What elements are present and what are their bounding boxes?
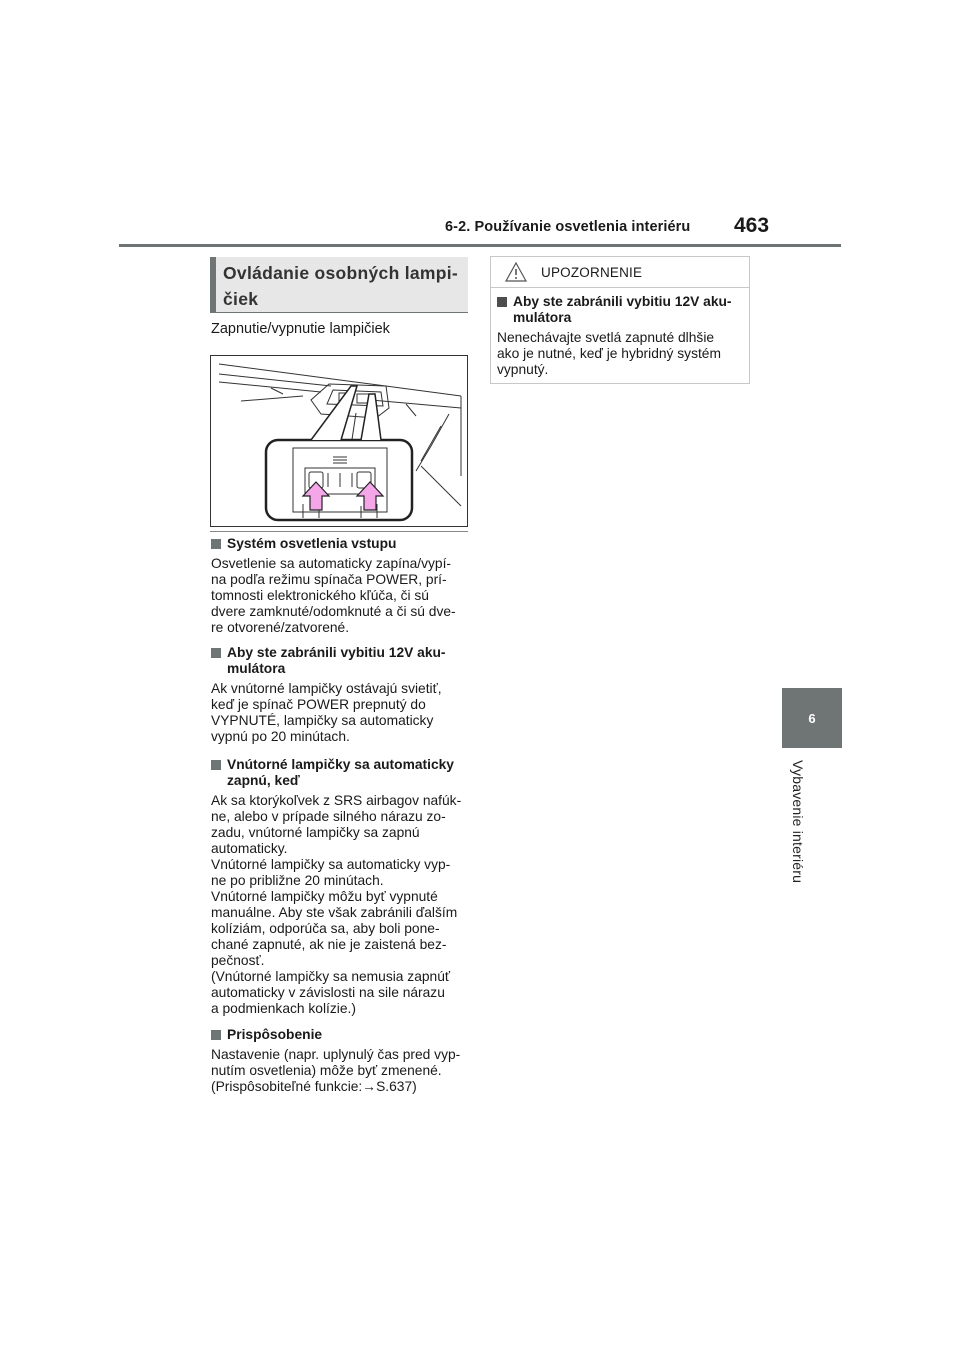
body-line: vypnutý. [497, 362, 549, 377]
body-line: Osvetlenie sa automaticky zapína/vypí- [211, 556, 452, 571]
note-entry-auto-on [211, 757, 469, 1017]
body-line: zadu, vnútorné lampičky sa zapnú [211, 825, 420, 840]
section-heading-line: čiek [223, 289, 259, 309]
note-heading [211, 645, 469, 677]
note-heading-text: Systém osvetlenia vstupu [227, 536, 397, 551]
note-body [211, 793, 469, 1017]
note-body [211, 1047, 469, 1095]
caution-heading [497, 294, 743, 326]
caution-heading-text: Aby ste zabránili vybitiu 12V aku- [513, 294, 732, 309]
header-rule [119, 244, 841, 247]
section-heading-line: Ovládanie osobných lampi- [223, 263, 459, 283]
body-line: ne po približne 20 minútach. [211, 873, 384, 888]
body-line: na podľa režimu spínača POWER, prí- [211, 572, 447, 587]
intro-text: Zapnutie/vypnutie lampičiek [211, 321, 390, 337]
caution-body [491, 288, 749, 378]
body-line: nutím osvetlenia) môže byť zmenené. [211, 1063, 442, 1078]
caution-header [491, 257, 749, 288]
body-line: Ak sa ktorýkoľvek z SRS airbagov nafúk- [211, 793, 462, 808]
caution-label: UPOZORNENIE [541, 264, 643, 280]
body-line: keď je spínač POWER prepnutý do [211, 697, 426, 712]
note-heading-text: Aby ste zabránili vybitiu 12V aku- [227, 645, 446, 660]
body-line: kolíziám, odporúča sa, aby boli pone- [211, 921, 440, 936]
body-line: manuálne. Aby ste však zabránili ďalším [211, 905, 458, 920]
square-bullet-icon [497, 297, 507, 307]
note-entry-lighting [211, 536, 469, 636]
body-line: ako je nutné, keď je hybridný systém [497, 346, 721, 361]
body-line: Vnútorné lampičky sa automaticky vyp- [211, 857, 451, 872]
caution-heading-text: mulátora [513, 310, 572, 325]
square-bullet-icon [211, 760, 221, 770]
body-line: chané zapnuté, ak nie je zaistená bez- [211, 937, 447, 952]
body-line: Ak vnútorné lampičky ostávajú svietiť, [211, 681, 442, 696]
body-line: Nastavenie (napr. uplynulý čas pred vyp- [211, 1047, 461, 1062]
dome-lamp-drawing [211, 356, 468, 527]
section-heading [210, 257, 468, 313]
running-header-section: 6-2. Používanie osvetlenia interiéru [445, 219, 691, 235]
square-bullet-icon [211, 1030, 221, 1040]
chapter-title: Vybavenie interiéru [790, 760, 806, 884]
body-line: tomnosti elektronického kľúča, či sú [211, 588, 429, 603]
body-line: ne, alebo v prípade silného nárazu zo- [211, 809, 446, 824]
caution-text [497, 330, 743, 378]
page-number: 463 [734, 214, 770, 237]
note-body [211, 681, 469, 745]
dome-lamp-illustration [210, 355, 468, 527]
body-line: Nenechávajte svetlá zapnuté dlhšie [497, 330, 715, 345]
note-entry-battery [211, 645, 469, 745]
body-line: (Vnútorné lampičky sa nemusia zapnúť [211, 969, 451, 984]
note-heading-text: mulátora [227, 661, 286, 676]
note-heading [211, 757, 469, 789]
body-line: Vnútorné lampičky môžu byť vypnuté [211, 889, 438, 904]
body-line: dvere zamknuté/odomknuté a či sú dve- [211, 604, 456, 619]
warning-triangle-icon [505, 261, 527, 283]
cross-reference-link[interactable]: (Prispôsobiteľné funkcie:→S.637) [211, 1079, 417, 1094]
note-heading [211, 1027, 469, 1043]
body-line: a podmienkach kolízie.) [211, 1001, 356, 1016]
note-heading-text: zapnú, keď [227, 773, 300, 788]
note-heading-text: Prispôsobenie [227, 1027, 323, 1042]
caution-box [490, 256, 750, 384]
body-line: VYPNUTÉ, lampičky sa automaticky [211, 713, 434, 728]
note-entry-customization [211, 1027, 469, 1095]
chapter-tab: 6 [782, 688, 842, 748]
body-line: automaticky. [211, 841, 288, 856]
body-line: re otvorené/zatvorené. [211, 620, 350, 635]
body-line: vypnú po 20 minútach. [211, 729, 350, 744]
figure-rule [210, 531, 468, 532]
body-line: pečnosť. [211, 953, 265, 968]
note-heading-text: Vnútorné lampičky sa automaticky [227, 757, 454, 772]
square-bullet-icon [211, 648, 221, 658]
body-line: automaticky v závislosti na sile nárazu [211, 985, 445, 1000]
note-heading [211, 536, 469, 552]
note-body [211, 556, 469, 636]
square-bullet-icon [211, 539, 221, 549]
